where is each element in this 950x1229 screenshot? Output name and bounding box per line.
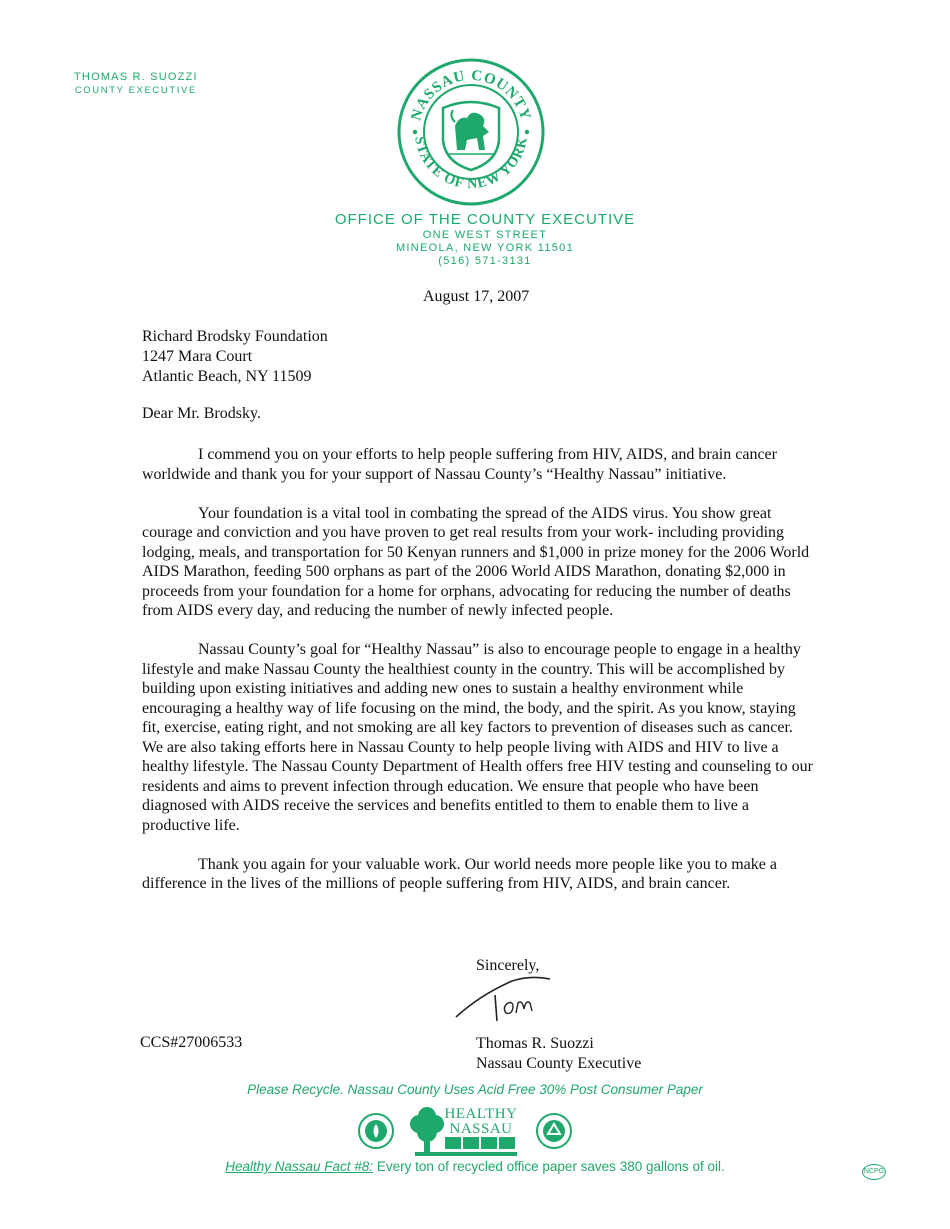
signer-name: Thomas R. Suozzi — [476, 1035, 594, 1052]
letter-date: August 17, 2007 — [423, 288, 530, 305]
signer-title: Nassau County Executive — [476, 1055, 642, 1072]
body-paragraph: Your foundation is a vital tool in combating the spread of the AIDS virus. You show great courage and conviction and you have proven to get real results from your work- including providing lodging, meals, and transportation for 50 Kenyan runners and $1,000 in prize money for the 2006 World AIDS Marathon, feeding 500 orphans as part of the 2006 World AIDS Marathon, donating $2,000 in proceeds from your foundation for a home for orphans, advocating for reducing the number of deaths from AIDS every day, and reducing the number of newly infected people. — [142, 504, 810, 619]
salutation: Dear Mr. Brodsky. — [142, 405, 261, 422]
logo-line1: HEALTHY — [444, 1106, 518, 1122]
office-phone: (516) 571-3131 — [438, 255, 532, 268]
ncpg-badge: NCPG — [862, 1164, 886, 1180]
fact-text: Every ton of recycled office paper saves 380 gallons of oil. — [373, 1159, 725, 1174]
seal-text-bottom: STATE OF NEW YORK — [411, 135, 531, 193]
office-city: MINEOLA, NEW YORK 11501 — [395, 242, 575, 255]
sender-name: THOMAS R. SUOZZI — [74, 71, 198, 83]
office-block — [0, 211, 950, 269]
fact-label: Healthy Nassau Fact #8: — [225, 1159, 374, 1174]
letter-body — [142, 445, 814, 913]
closing: Sincerely, — [476, 957, 540, 974]
nassau-county-seal-icon — [397, 58, 545, 206]
body-paragraph: Thank you again for your valuable work. Our world needs more people like you to make a difference in the lives of the millions of people suffering from HIV, AIDS, and brain cancer. — [142, 855, 777, 892]
sender-title: COUNTY EXECUTIVE — [74, 84, 197, 96]
healthy-nassau-logo — [357, 1102, 577, 1160]
recipient-address — [142, 327, 328, 387]
svg-text:STATE OF NEW YORK — [411, 135, 531, 192]
recycle-note: Please Recycle. Nassau County Uses Acid Free 30% Post Consumer Paper — [247, 1082, 703, 1097]
logo-line2: NASSAU — [449, 1121, 513, 1137]
body-paragraph: I commend you on your efforts to help people suffering from HIV, AIDS, and brain cancer worldwide and thank you for your support of Nassau County’s “Healthy Nassau” initiative. — [142, 446, 777, 483]
office-name: OFFICE OF THE COUNTY EXECUTIVE — [334, 211, 636, 228]
reference-number: CCS#27006533 — [140, 1034, 243, 1051]
seal-text-top: NASSAU COUNTY — [408, 67, 534, 123]
signer-block — [476, 1034, 641, 1074]
body-paragraph: Nassau County’s goal for “Healthy Nassau” is also to encourage people to engage in a healthy lifestyle and make Nassau County the healthiest county in the country. This will be accomplished by building upon existing initiatives and adding new ones to sustain a healthy environment while encouraging a healthy way of life focusing on the mind, the body, and the spirit. As you know, staying fit, exercise, eating right, and not smoking are all key factors to prevention of diseases such as cancer. We are also taking efforts here in Nassau County to help people living with AIDS and HIV to live a healthy lifestyle. The Nassau County Department of Health offers free HIV testing and counseling to our residents and aims to prevent infection through education. We ensure that people who have been diagnosed with AIDS receive the services and benefits entitled to them to enable them to live a productive life. — [142, 641, 813, 834]
office-street: ONE WEST STREET — [422, 229, 548, 241]
fact-line — [0, 1159, 950, 1174]
recipient-line: Atlantic Beach, NY 11509 — [142, 368, 312, 385]
handwritten-signature — [450, 973, 560, 1023]
sender-block — [74, 71, 198, 97]
recipient-line: 1247 Mara Court — [142, 348, 253, 365]
recipient-line: Richard Brodsky Foundation — [142, 328, 328, 345]
